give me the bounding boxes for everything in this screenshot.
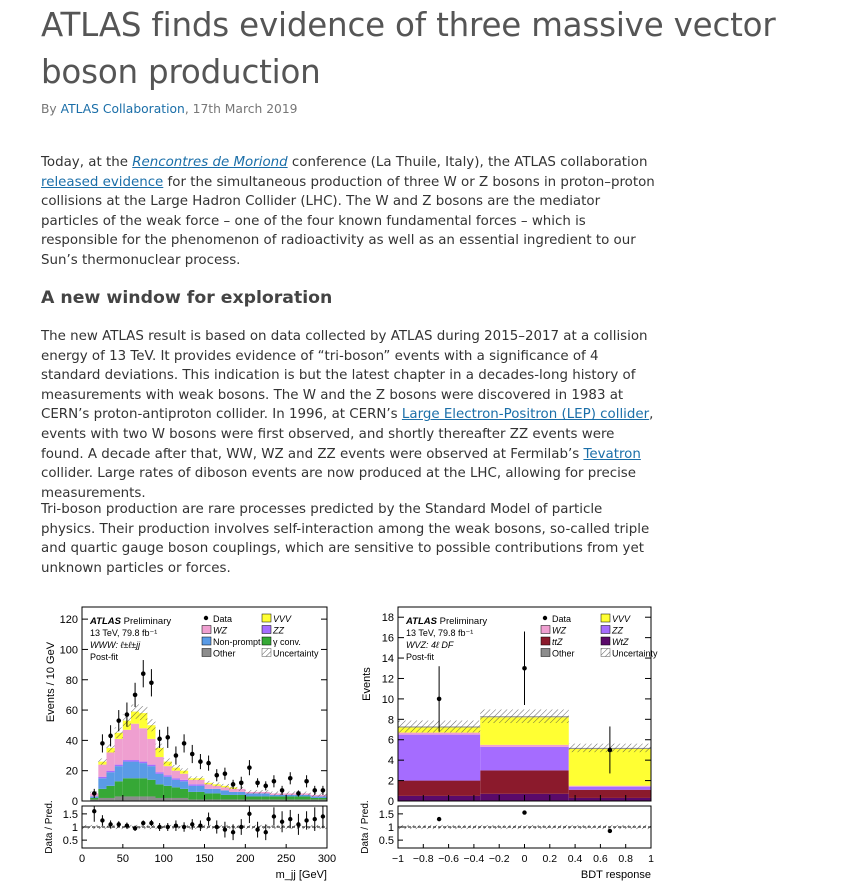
legend-swatch: [541, 637, 550, 645]
ratio-point: [92, 809, 96, 813]
bar-conv: [213, 793, 221, 799]
legend-swatch-uncertainty: [262, 649, 271, 657]
bar-ttz: [398, 781, 480, 796]
legend-swatch: [202, 626, 211, 634]
legend-label: VVV: [273, 614, 292, 624]
bar-conv: [107, 786, 115, 798]
legend-label: Other: [213, 648, 236, 659]
y-tick-label: 60: [65, 705, 78, 718]
data-point: [108, 734, 113, 739]
y-tick-label: 14: [381, 653, 394, 666]
bar-nonprompt: [188, 786, 196, 792]
moriond-link[interactable]: Rencontres de Moriond: [132, 155, 288, 170]
ratio-tick-label: 0.5: [378, 835, 394, 848]
x-tick-label: −1: [392, 853, 404, 865]
legend-swatch: [601, 614, 610, 622]
bar-conv: [123, 778, 131, 796]
uncertainty-band: [98, 758, 106, 764]
fit-label: Post-fit: [406, 652, 435, 662]
bar-wz: [569, 786, 651, 787]
ratio-point: [264, 830, 268, 834]
legend-swatch-uncertainty: [601, 649, 610, 657]
ratio-point: [149, 821, 153, 825]
bar-zz: [147, 765, 155, 767]
uncertainty-band: [188, 776, 196, 780]
uncertainty-band: [245, 790, 253, 794]
ratio-point: [166, 825, 170, 829]
data-point: [231, 782, 236, 787]
y-tick-label: 0: [71, 796, 78, 808]
data-point: [133, 693, 138, 698]
y-tick-label: 8: [387, 714, 394, 727]
bar-zz: [164, 775, 172, 777]
bar-conv: [115, 781, 123, 796]
bar-nonprompt: [115, 766, 123, 781]
x-tick-label: −0.6: [438, 853, 459, 865]
y-axis-label: Events: [361, 667, 373, 701]
bar-zz: [569, 787, 651, 790]
data-point: [198, 759, 203, 764]
data-point: [608, 748, 613, 753]
bar-conv: [139, 778, 147, 796]
bar-wz: [213, 786, 221, 789]
bar-wz: [221, 787, 229, 790]
bar-wz: [196, 780, 204, 785]
bar-conv: [270, 796, 278, 799]
fit-label: Post-fit: [90, 652, 119, 662]
bar-nonprompt: [254, 793, 262, 796]
bar-zz: [107, 771, 115, 773]
ratio-point: [296, 822, 300, 826]
bar-conv: [294, 796, 302, 799]
x-tick-label: 100: [154, 853, 173, 865]
legend-swatch: [202, 637, 211, 645]
bar-zz: [123, 760, 131, 762]
bar-zz: [398, 735, 480, 781]
uncertainty-band: [205, 781, 213, 785]
data-point: [321, 788, 326, 793]
section-heading: A new window for exploration: [41, 288, 333, 308]
y-tick-label: 16: [381, 632, 394, 645]
legend-swatch: [202, 649, 211, 657]
bar-ttz: [569, 790, 651, 798]
legend-label: ZZ: [273, 625, 284, 636]
bar-other: [123, 796, 131, 801]
x-tick-label: 0.8: [618, 853, 634, 865]
ratio-point: [215, 825, 219, 829]
uncertainty-band: [164, 758, 172, 764]
bar-conv: [164, 786, 172, 798]
triboson-paragraph: Tri-boson production are rare processes predicted by the Standard Model of particle physics. Their production involves self-interaction among the weak bosons, so-called triple and quartic gauge boson couplings, which are sensitive to possible contributions from yet unknown particles or forces.: [41, 502, 650, 576]
data-point: [437, 697, 442, 702]
byline-prefix: By: [41, 102, 61, 116]
bar-wz: [107, 753, 115, 771]
legend-label: ZZ: [612, 625, 623, 636]
ratio-point: [198, 823, 202, 827]
bar-nonprompt: [205, 789, 213, 794]
bar-nonprompt: [147, 766, 155, 780]
bar-conv: [196, 792, 204, 800]
ratio-point: [255, 827, 259, 831]
bar-zz: [156, 772, 164, 774]
uncertainty-band: [180, 768, 188, 773]
released-evidence-link[interactable]: released evidence: [41, 174, 164, 190]
energy-label: 13 TeV, 79.8 fb⁻¹: [406, 628, 474, 638]
bar-wz: [205, 784, 213, 789]
x-tick-label: 0.6: [593, 853, 608, 865]
x-tick-label: 1: [648, 853, 654, 865]
y-tick-label: 12: [381, 673, 394, 686]
bar-nonprompt: [221, 790, 229, 795]
y-tick-label: 100: [59, 644, 78, 657]
bar-wz: [480, 745, 569, 747]
legend-label: Other: [552, 648, 575, 659]
lep-link[interactable]: Large Electron-Positron (LEP) collider: [401, 407, 650, 423]
data-point: [100, 741, 105, 746]
bar-wz: [398, 733, 480, 735]
x-tick-label: 0.4: [567, 853, 583, 865]
bar-wz: [188, 780, 196, 785]
bar-zz: [172, 778, 180, 780]
x-tick-label: 50: [116, 853, 129, 865]
legend-label: WZ: [552, 625, 566, 636]
x-tick-label: 300: [317, 853, 337, 865]
bar-zz: [188, 784, 196, 786]
data-point: [312, 788, 317, 793]
legend-marker-data: [204, 616, 208, 620]
legend-label: Non-prompt: [213, 637, 261, 647]
ratio-point: [321, 814, 325, 818]
preliminary: Preliminary: [436, 616, 488, 627]
bar-nonprompt: [107, 772, 115, 786]
bar-conv: [254, 796, 262, 799]
x-tick-label: −0.4: [463, 853, 485, 865]
data-point: [247, 765, 252, 770]
ratio-tick-label: 1: [71, 822, 78, 834]
ratio-point: [231, 830, 235, 834]
energy-label: 13 TeV, 79.8 fb⁻¹: [90, 628, 158, 638]
text-run: for the simultaneous production of three W or Z bosons in proton–proton collisions at the Large Hadron Collider (LHC). The W and Z bosons are the mediator particles of the weak force – one of the four known fundamental forces – which is responsible for the phenomenon of radioactivity as well as an essential ingredient to our Sun’s thermonuclear process.: [41, 174, 655, 268]
bar-conv: [205, 793, 213, 799]
y-tick-label: 120: [59, 614, 78, 627]
legend-swatch: [262, 626, 271, 634]
data-point: [174, 753, 179, 758]
data-point: [296, 791, 301, 796]
x-tick-label: 250: [276, 853, 296, 865]
bar-conv: [278, 796, 286, 799]
legend-label: Data: [552, 614, 572, 624]
y-tick-label: 80: [65, 674, 78, 687]
bar-conv: [229, 795, 237, 800]
y-tick-label: 4: [387, 755, 394, 768]
legend-label: VVV: [612, 614, 631, 624]
bar-conv: [188, 792, 196, 800]
bar-zz: [196, 784, 204, 786]
ratio-point: [239, 825, 243, 829]
bar-conv: [147, 780, 155, 797]
atlas-label: [405, 616, 487, 627]
data-point: [272, 779, 277, 784]
ratio-point: [157, 825, 161, 829]
y-tick-label: 6: [387, 734, 394, 747]
bar-zz: [131, 760, 139, 762]
ratio-tick-label: 1.5: [62, 808, 78, 821]
x-tick-label: 150: [195, 853, 214, 865]
publish-date: , 17th March 2019: [184, 102, 298, 116]
data-point: [206, 761, 211, 766]
bar-wz: [123, 730, 131, 760]
bar-conv: [303, 796, 311, 799]
data-point: [157, 737, 162, 742]
ratio-point: [182, 825, 186, 829]
ratio-point: [288, 817, 292, 821]
text-run: conference (La Thuile, Italy), the ATLAS collaboration: [287, 155, 648, 170]
x-axis-label: BDT response: [580, 869, 651, 881]
uncertainty-band: [172, 765, 180, 770]
legend-label: Data: [213, 614, 233, 624]
uncertainty-band: [196, 776, 204, 780]
ratio-point: [247, 812, 251, 816]
uncertainty-band: [147, 719, 155, 731]
bar-nonprompt: [156, 774, 164, 785]
bar-conv: [286, 796, 294, 799]
x-axis-label: m_jj [GeV]: [275, 869, 327, 881]
article-title: ATLAS finds evidence of three massive vector boson production: [41, 6, 776, 91]
text-run: collider. Large rates of diboson events are now produced at the LHC, allowing for precise measurements.: [41, 466, 637, 501]
bar-zz: [139, 762, 147, 764]
bar-wtz: [398, 796, 480, 801]
legend-swatch: [262, 614, 271, 622]
bar-nonprompt: [180, 781, 188, 789]
bar-nonprompt: [139, 763, 147, 778]
ratio-point: [223, 827, 227, 831]
ratio-point: [304, 818, 308, 822]
uncertainty-band: [270, 791, 278, 795]
ratio-tick-label: 0.5: [62, 835, 78, 848]
uncertainty-band: [213, 782, 221, 786]
ratio-point: [141, 821, 145, 825]
uncertainty-band: [254, 790, 262, 794]
x-tick-label: −0.8: [412, 853, 434, 865]
ratio-point: [206, 817, 210, 821]
ratio-point: [522, 810, 526, 814]
bar-wz: [180, 774, 188, 780]
data-point: [116, 718, 121, 723]
bar-conv: [319, 798, 327, 800]
ratio-point: [117, 822, 121, 826]
y-tick-label: 18: [381, 612, 394, 625]
bar-other: [131, 796, 139, 801]
bar-nonprompt: [131, 762, 139, 779]
bar-wz: [131, 724, 139, 760]
atlas-label: [89, 616, 171, 627]
bar-zz: [98, 777, 106, 779]
data-point: [280, 788, 285, 793]
y-tick-label: 10: [381, 693, 394, 706]
uncertainty-band: [262, 790, 270, 794]
bar-nonprompt: [172, 780, 180, 788]
ratio-point: [125, 823, 129, 827]
tevatron-link[interactable]: Tevatron: [583, 446, 641, 462]
bar-conv: [180, 789, 188, 798]
data-point: [141, 671, 146, 676]
bar-wz: [164, 766, 172, 775]
bar-nonprompt: [262, 793, 270, 796]
legend-label: WZ: [213, 625, 227, 636]
bar-other: [139, 796, 147, 801]
data-point: [149, 680, 154, 685]
legend-swatch: [541, 626, 550, 634]
ratio-axis-label: Data / Pred.: [44, 800, 55, 854]
uncertainty-band: [303, 791, 311, 795]
bar-nonprompt: [98, 778, 106, 789]
bar-conv: [245, 796, 253, 799]
y-tick-label: 2: [387, 775, 394, 788]
y-tick-label: 20: [65, 765, 78, 778]
ratio-point: [313, 817, 317, 821]
bar-wz: [98, 765, 106, 777]
channel-label: WVZ: 4ℓ DF: [406, 640, 454, 650]
bar-conv: [237, 795, 245, 800]
bar-conv: [311, 798, 319, 800]
text-run: Today, at the: [41, 155, 133, 170]
data-point: [263, 784, 268, 789]
x-tick-label: 0.2: [542, 853, 558, 865]
bar-nonprompt: [237, 792, 245, 795]
ratio-point: [108, 822, 112, 826]
bar-ttz: [480, 770, 569, 793]
x-tick-label: 200: [236, 853, 255, 865]
legend-marker-data: [543, 616, 547, 620]
legend-swatch: [541, 649, 550, 657]
legend-swatch: [262, 637, 271, 645]
data-point: [288, 776, 293, 781]
legend-label: Uncertainty: [273, 648, 319, 659]
bar-wz: [147, 739, 155, 765]
atlas-word: ATLAS: [90, 616, 121, 627]
ratio-axis-label: Data / Pred.: [360, 800, 371, 854]
bar-nonprompt: [123, 762, 131, 779]
bar-other: [147, 796, 155, 801]
ratio-point: [100, 818, 104, 822]
uncertainty-band: [139, 706, 147, 720]
y-tick-label: 40: [65, 735, 78, 748]
ratio-tick-label: 1.5: [378, 808, 394, 821]
x-tick-label: −0.2: [488, 853, 510, 865]
data-point: [304, 779, 309, 784]
legend-swatch: [601, 626, 610, 634]
uncertainty-band: [480, 709, 569, 723]
ratio-point: [190, 822, 194, 826]
bar-conv: [156, 784, 164, 798]
legend-label: WtZ: [612, 637, 629, 647]
bar-nonprompt: [229, 792, 237, 795]
x-tick-label: 0: [78, 853, 86, 865]
legend-swatch: [601, 637, 610, 645]
ratio-point: [437, 817, 441, 821]
bar-nonprompt: [245, 793, 253, 796]
ratio-tick-label: 1: [387, 822, 394, 834]
data-point: [214, 773, 219, 778]
ratio-point: [174, 823, 178, 827]
bar-wz: [156, 757, 164, 772]
bar-conv: [131, 778, 139, 796]
ratio-point: [272, 814, 276, 818]
text-run: The new ATLAS result is based on data collected by ATLAS during 2015–2017 at a collision energy of 13 TeV. It provides evidence of “tri-boson” events with a significance of 4 standard deviations. This indication is but the latest chapter in a decades-long history of measurements with weak bosons. The W and the Z bosons were discovered in 1983 at CERN’s proton-antiproton collider. In 1996, at CERN’s: [41, 329, 648, 423]
preliminary: Preliminary: [120, 616, 172, 627]
data-point: [255, 781, 260, 786]
data-point: [182, 741, 187, 746]
data-point: [165, 735, 170, 740]
bar-nonprompt: [213, 789, 221, 794]
x-tick-label: 0: [521, 853, 528, 865]
bar-wz: [139, 728, 147, 761]
uncertainty-band: [286, 791, 294, 795]
data-point: [125, 712, 130, 717]
ratio-point: [608, 829, 612, 833]
data-point: [92, 791, 97, 796]
bar-nonprompt: [196, 786, 204, 792]
legend-label: Uncertainty: [612, 648, 658, 659]
data-point: [239, 781, 244, 786]
bar-other: [115, 796, 123, 801]
bar-conv: [221, 795, 229, 800]
legend-label: γ conv.: [273, 637, 301, 647]
data-point: [190, 752, 195, 757]
bar-conv: [90, 798, 98, 800]
bar-wz: [229, 789, 237, 792]
data-point: [522, 666, 527, 671]
ratio-point: [133, 826, 137, 830]
uncertainty-band: [221, 784, 229, 788]
data-point: [223, 771, 228, 776]
ratio-point: [280, 820, 284, 824]
text-run: , events with two W bosons were first observed, and shortly thereafter ZZ events were found. A decade after that, WW, WZ and ZZ events were observed at Fermilab’s: [41, 407, 654, 462]
bar-zz: [180, 780, 188, 782]
legend-label: ttZ: [552, 637, 563, 647]
bar-conv: [262, 796, 270, 799]
channel-label: WWW: ℓ±ℓ±jj: [90, 640, 141, 650]
bar-wz: [172, 771, 180, 779]
y-tick-label: 0: [387, 796, 394, 808]
author-link[interactable]: ATLAS Collaboration: [60, 102, 185, 116]
bar-nonprompt: [164, 777, 172, 786]
bar-zz: [115, 765, 123, 767]
bar-conv: [98, 789, 106, 798]
y-axis-label: Events / 10 GeV: [45, 641, 57, 723]
bar-wz: [115, 739, 123, 765]
bar-zz: [480, 747, 569, 770]
atlas-word: ATLAS: [406, 616, 437, 627]
bar-conv: [172, 787, 180, 798]
